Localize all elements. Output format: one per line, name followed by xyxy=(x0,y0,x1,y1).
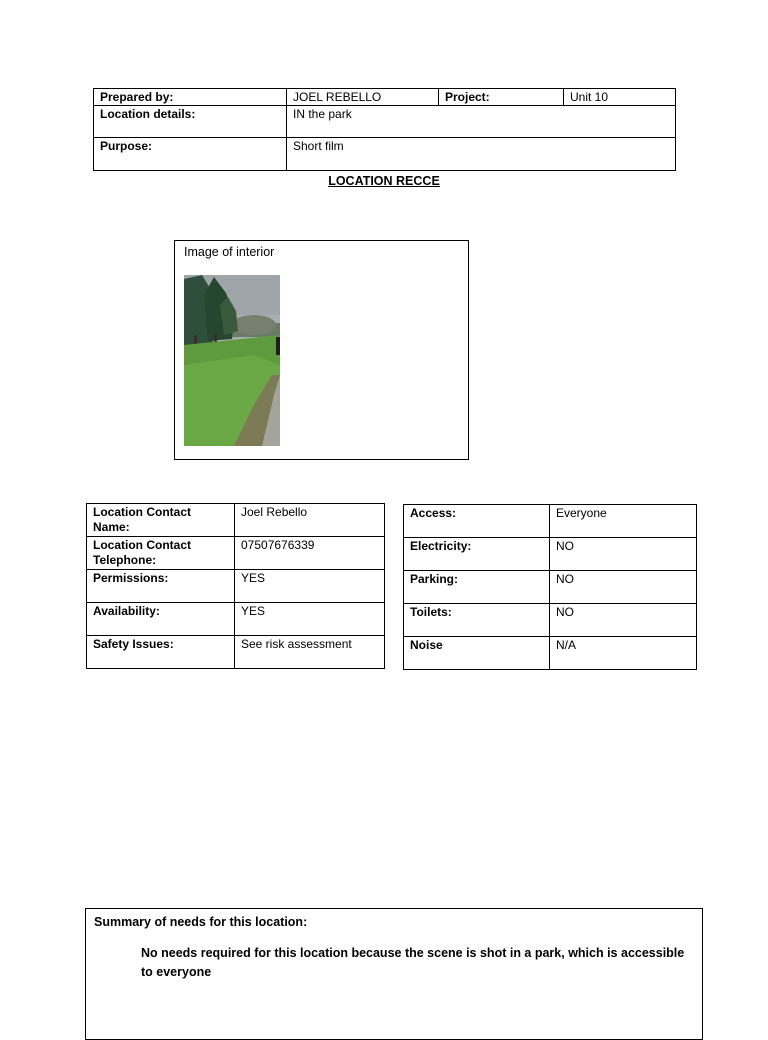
permissions-label: Permissions: xyxy=(87,570,235,603)
contact-telephone-value: 07507676339 xyxy=(235,537,385,570)
noise-label: Noise xyxy=(404,637,550,670)
contact-telephone-label: Location Contact Telephone: xyxy=(87,537,235,570)
location-details-label: Location details: xyxy=(94,106,287,138)
table-row xyxy=(404,637,697,670)
table-row xyxy=(87,603,385,636)
permissions-value: YES xyxy=(235,570,385,603)
summary-box xyxy=(85,908,703,1040)
safety-issues-label: Safety Issues: xyxy=(87,636,235,669)
page-title: LOCATION RECCE xyxy=(328,174,440,188)
table-row xyxy=(87,537,385,570)
parking-label: Parking: xyxy=(404,571,550,604)
noise-value: N/A xyxy=(550,637,697,670)
table-row xyxy=(404,505,697,538)
contact-name-value: Joel Rebello xyxy=(235,504,385,537)
safety-issues-value: See risk assessment xyxy=(235,636,385,669)
prepared-by-value: JOEL REBELLO xyxy=(287,89,439,106)
image-box xyxy=(174,240,469,460)
location-details-value: IN the park xyxy=(287,106,676,138)
table-row xyxy=(87,636,385,669)
park-photo xyxy=(184,275,280,446)
project-label: Project: xyxy=(439,89,564,106)
table-row xyxy=(404,604,697,637)
access-label: Access: xyxy=(404,505,550,538)
table-row xyxy=(87,504,385,537)
access-table xyxy=(403,504,697,670)
purpose-value: Short film xyxy=(287,138,676,171)
parking-value: NO xyxy=(550,571,697,604)
table-row xyxy=(404,571,697,604)
access-value: Everyone xyxy=(550,505,697,538)
image-caption: Image of interior xyxy=(184,245,275,259)
header-table xyxy=(93,88,676,171)
table-row xyxy=(87,570,385,603)
table-row xyxy=(404,538,697,571)
electricity-value: NO xyxy=(550,538,697,571)
contact-name-label: Location Contact Name: xyxy=(87,504,235,537)
availability-value: YES xyxy=(235,603,385,636)
summary-text: No needs required for this location because the scene is shot in a park, which is accessible to everyone xyxy=(141,946,685,979)
summary-heading: Summary of needs for this location: xyxy=(94,915,308,929)
availability-label: Availability: xyxy=(87,603,235,636)
contact-table xyxy=(86,503,385,669)
purpose-label: Purpose: xyxy=(94,138,287,171)
toilets-label: Toilets: xyxy=(404,604,550,637)
electricity-label: Electricity: xyxy=(404,538,550,571)
project-value: Unit 10 xyxy=(564,89,676,106)
prepared-by-label: Prepared by: xyxy=(94,89,287,106)
toilets-value: NO xyxy=(550,604,697,637)
